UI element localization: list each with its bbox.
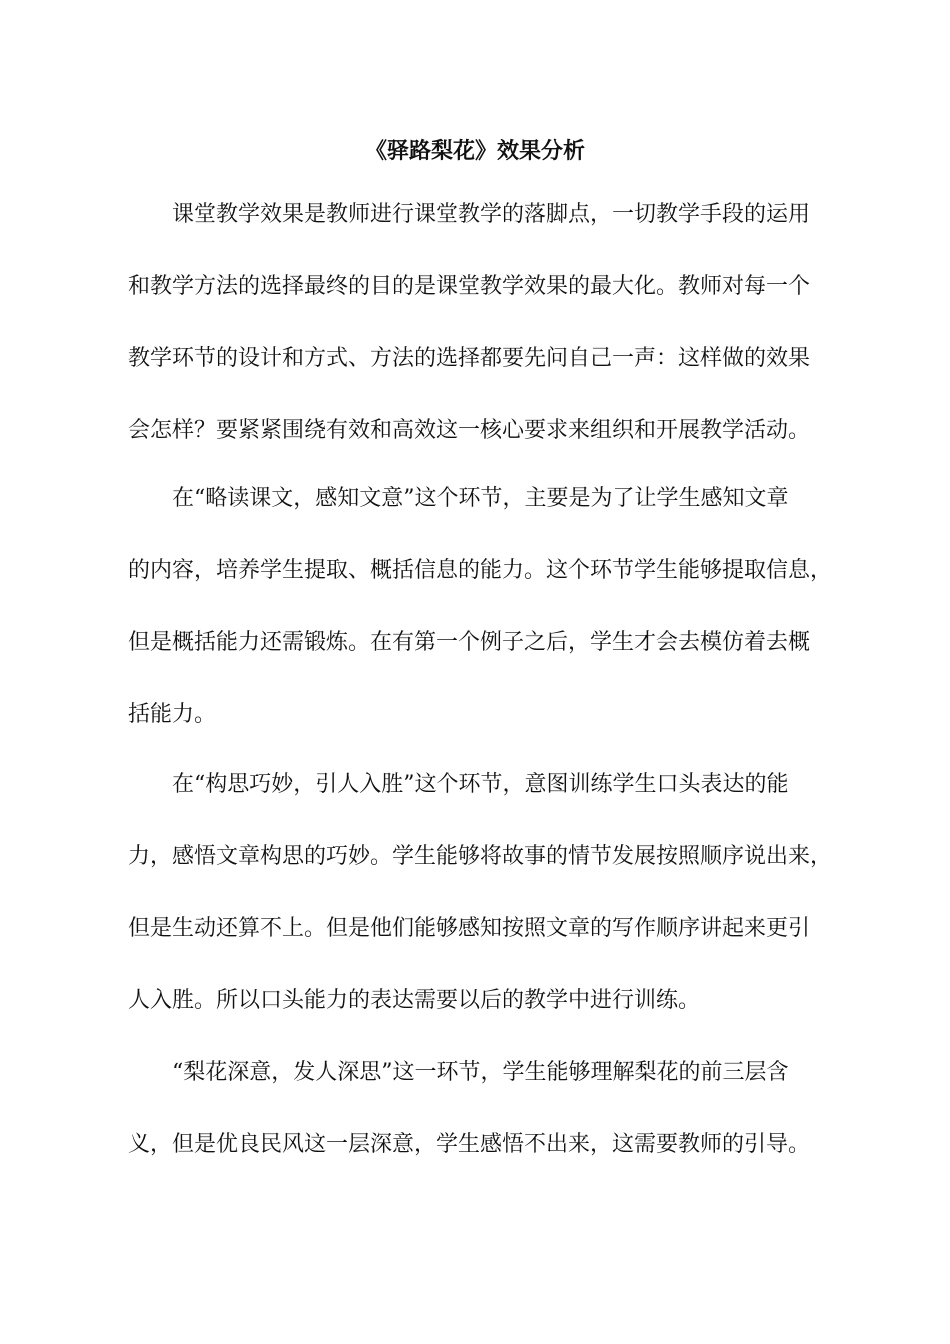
paragraph-2-line-2: 的内容，培养学生提取、概括信息的能力。这个环节学生能够提取信息， xyxy=(128,558,833,583)
paragraph-1-line-4: 会怎样？要紧紧围绕有效和高效这一核心要求来组织和开展教学活动。 xyxy=(128,418,811,443)
paragraph-2-line-1: 在“略读课文，感知文意”这个环节，主要是为了让学生感知文章 xyxy=(172,486,789,511)
paragraph-3-line-1: 在“构思巧妙，引人入胜”这个环节，意图训练学生口头表达的能 xyxy=(172,772,789,797)
paragraph-4-line-2: 义，但是优良民风这一层深意，学生感悟不出来，这需要教师的引导。 xyxy=(128,1132,811,1157)
paragraph-4-line-1: “梨花深意，发人深思”这一环节，学生能够理解梨花的前三层含 xyxy=(172,1060,789,1085)
paragraph-3-line-2: 力，感悟文章构思的巧妙。学生能够将故事的情节发展按照顺序说出来， xyxy=(128,844,833,869)
paragraph-1-line-1: 课堂教学效果是教师进行课堂教学的落脚点，一切教学手段的运用 xyxy=(172,202,811,227)
document-title: 《驿路梨花》效果分析 xyxy=(364,138,585,164)
paragraph-1-line-3: 教学环节的设计和方式、方法的选择都要先问自己一声：这样做的效果 xyxy=(128,346,811,371)
paragraph-2-line-4: 括能力。 xyxy=(128,702,217,727)
paragraph-2-line-3: 但是概括能力还需锻炼。在有第一个例子之后，学生才会去模仿着去概 xyxy=(128,630,811,655)
paragraph-3-line-3: 但是生动还算不上。但是他们能够感知按照文章的写作顺序讲起来更引 xyxy=(128,916,811,941)
paragraph-3-line-4: 人入胜。所以口头能力的表达需要以后的教学中进行训练。 xyxy=(128,988,701,1013)
paragraph-1-line-2: 和教学方法的选择最终的目的是课堂教学效果的最大化。教师对每一个 xyxy=(128,274,811,299)
